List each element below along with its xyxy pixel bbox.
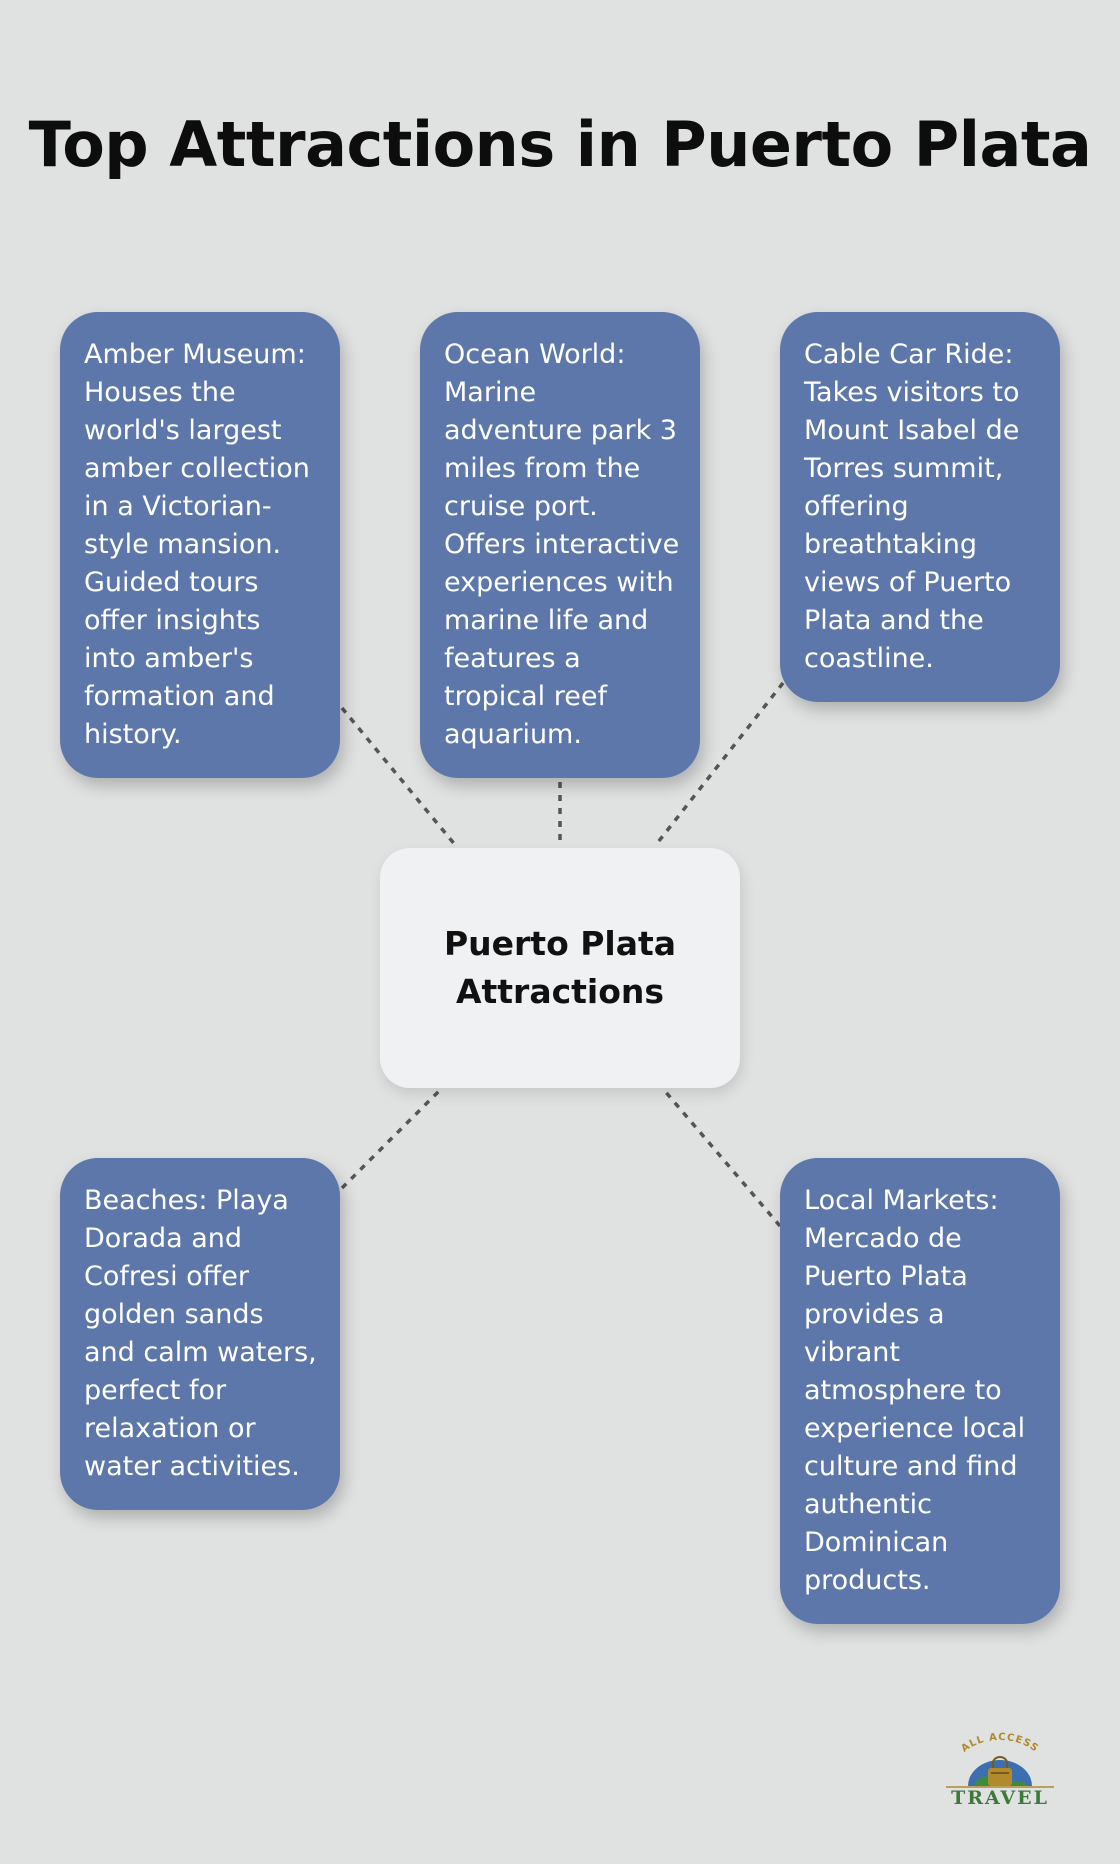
page-title: Top Attractions in Puerto Plata (28, 108, 1092, 181)
attraction-text: Beaches: Playa Dorada and Cofresi offer golden sands and calm waters, perfect for relaxation or water activities. (84, 1185, 317, 1482)
attraction-text: Local Markets: Mercado de Puerto Plata provides a vibrant atmosphere to experience local culture and find authentic Dominican products. (804, 1185, 1026, 1596)
attraction-text: Ocean World: Marine adventure park 3 miles from the cruise port. Offers interactive experiences with marine life and features a tropical reef aquarium. (444, 339, 680, 750)
logo-word: TRAVEL (951, 1787, 1049, 1807)
attraction-card-cable-car (780, 312, 1060, 702)
center-node (380, 848, 740, 1088)
attraction-card-amber-museum (60, 312, 340, 778)
center-label: Puerto Plata Attractions (443, 924, 677, 1011)
logo-arc-text: ALL ACCESS (959, 1732, 1041, 1755)
attraction-card-local-markets (780, 1158, 1060, 1624)
attraction-card-beaches (60, 1158, 340, 1510)
connector-beaches (342, 1090, 440, 1188)
attraction-text: Cable Car Ride: Takes visitors to Mount Isabel de Torres summit, offering breathtaking views of Puerto Plata and the coastline. (804, 339, 1020, 674)
attraction-text: Amber Museum: Houses the world's largest amber collection in a Victorian-style mansion. Guided tours offer insights into amber's formation and history. (84, 339, 310, 750)
attraction-card-ocean-world (420, 312, 700, 778)
all-access-travel-logo (940, 1732, 1060, 1807)
globe-icon (968, 1757, 1032, 1786)
connector-local-markets (664, 1090, 780, 1226)
